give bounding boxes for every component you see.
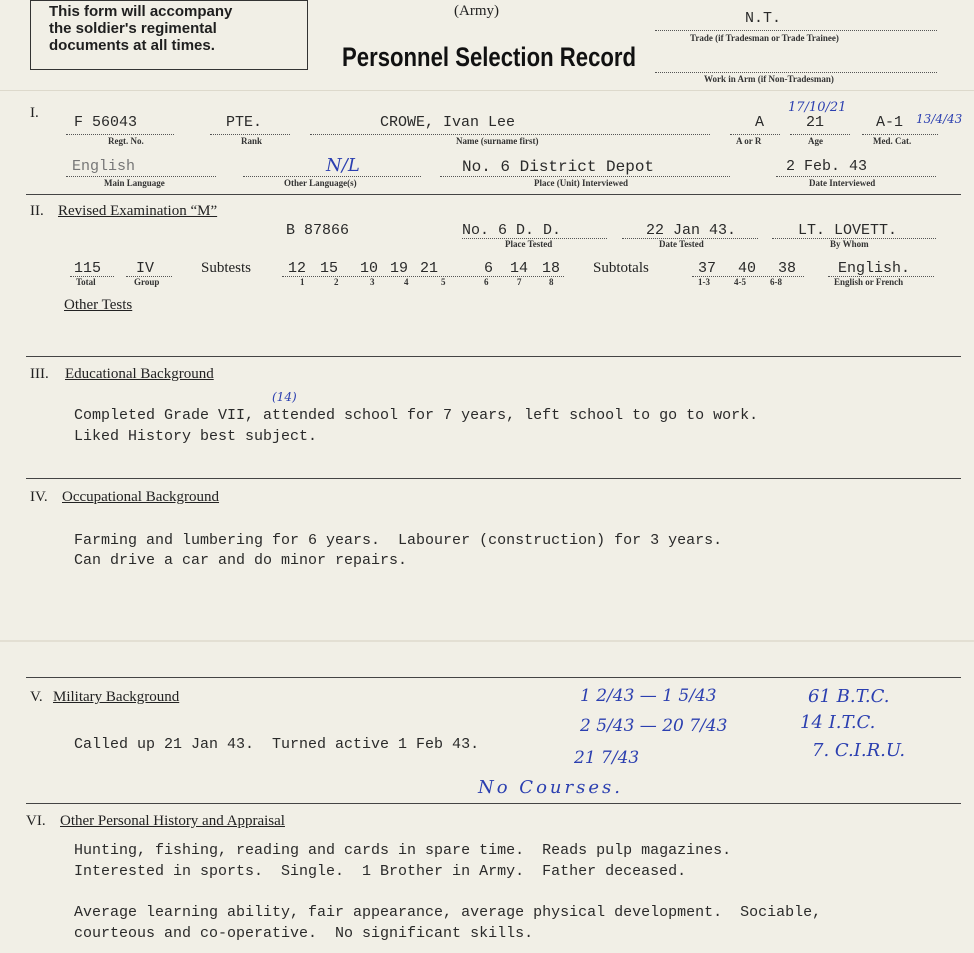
subtest-num-7: 7	[517, 277, 522, 287]
place-tested: No. 6 D. D.	[462, 222, 562, 239]
tested-by-label: By Whom	[830, 239, 869, 249]
section-2-numeral: II.	[30, 203, 44, 219]
occupation-line-1: Farming and lumbering for 6 years. Labourer (construction) for 3 years.	[74, 532, 723, 549]
subtest-6: 6	[484, 260, 494, 277]
subtotals-label: Subtotals	[593, 260, 649, 276]
subtest-num-2: 2	[334, 277, 339, 287]
soldier-name: CROWE, Ivan Lee	[380, 114, 516, 131]
subtest-5: 21	[420, 260, 439, 277]
subtest-4: 19	[390, 260, 409, 277]
a-or-r-label: A or R	[736, 136, 762, 146]
other-tests-label: Other Tests	[64, 297, 133, 313]
service-unit-3: 7. C.I.R.U.	[812, 740, 906, 761]
total-label: Total	[76, 277, 96, 287]
personal-line-2: Interested in sports. Single. 1 Brother in Army. Father deceased.	[74, 863, 687, 880]
service-unit-1: 61 B.T.C.	[808, 686, 890, 707]
section-1-numeral: I.	[30, 105, 39, 121]
other-language-label: Other Language(s)	[284, 178, 357, 188]
section-4-numeral: IV.	[30, 489, 48, 505]
subtotal-num-4-5: 4-5	[734, 277, 746, 287]
group-label: Group	[134, 277, 160, 287]
group-value: IV	[136, 260, 155, 277]
section-5-heading: Military Background	[53, 689, 180, 705]
subtest-num-1: 1	[300, 277, 305, 287]
trade-value: N.T.	[745, 10, 782, 27]
subtotal-num-1-3: 1-3	[698, 277, 710, 287]
notice-line-3: documents at all times.	[49, 37, 215, 54]
subtotal-1-3: 37	[698, 260, 717, 277]
age-label: Age	[808, 136, 823, 146]
section-6-heading: Other Personal History and Appraisal	[60, 813, 285, 829]
trade-label: Trade (if Tradesman or Trade Trainee)	[690, 33, 839, 43]
service-dates-1: 1 2/43 — 1 5/43	[580, 686, 717, 706]
subtest-2: 15	[320, 260, 339, 277]
regt-no-label: Regt. No.	[108, 136, 144, 146]
test-language-label: English or French	[834, 277, 904, 287]
rank: PTE.	[226, 114, 263, 131]
date-tested: 22 Jan 43.	[646, 222, 737, 239]
med-cat: A-1	[876, 114, 904, 131]
subtotal-num-6-8: 6-8	[770, 277, 782, 287]
section-5-numeral: V.	[30, 689, 43, 705]
section-6-numeral: VI.	[26, 813, 46, 829]
subtest-num-4: 4	[404, 277, 409, 287]
subtotal-4-5: 40	[738, 260, 757, 277]
subtest-num-6: 6	[484, 277, 489, 287]
education-line-2: Liked History best subject.	[74, 428, 318, 445]
subtest-num-5: 5	[441, 277, 446, 287]
place-interviewed-label: Place (Unit) Interviewed	[534, 178, 628, 188]
appraisal-line-1: Average learning ability, fair appearance, average physical development. Sociable,	[74, 904, 822, 921]
form-title: Personnel Selection Record	[342, 42, 637, 72]
other-language: N/L	[326, 155, 360, 176]
subtest-3: 10	[360, 260, 379, 277]
test-language: English.	[838, 260, 911, 277]
exam-form-no: B 87866	[286, 222, 350, 239]
service-dates-2: 2 5/43 — 20 7/43	[580, 716, 728, 736]
tested-by: LT. LOVETT.	[798, 222, 898, 239]
date-interviewed: 2 Feb. 43	[786, 158, 868, 175]
name-label: Name (surname first)	[456, 136, 539, 146]
rank-label: Rank	[241, 136, 263, 146]
date-tested-label: Date Tested	[659, 239, 704, 249]
personal-line-1: Hunting, fishing, reading and cards in spare time. Reads pulp magazines.	[74, 842, 732, 859]
a-or-r: A	[755, 114, 765, 131]
subtest-num-8: 8	[549, 277, 554, 287]
notice-line-1: This form will accompany	[49, 3, 233, 20]
main-language-label: Main Language	[104, 178, 165, 188]
subtest-1: 12	[288, 260, 307, 277]
subtest-num-3: 3	[370, 277, 375, 287]
total-score: 115	[74, 260, 102, 277]
military-line-1: Called up 21 Jan 43. Turned active 1 Feb 43.	[74, 736, 480, 753]
work-in-arm-label: Work in Arm (if Non-Tradesman)	[704, 74, 834, 84]
subtotal-6-8: 38	[778, 260, 797, 277]
notice-box	[30, 0, 308, 70]
section-3-numeral: III.	[30, 366, 49, 382]
courses-note: No Courses.	[478, 777, 623, 798]
education-line-1: Completed Grade VII, attended school for 7 years, left school to go to work.	[74, 407, 759, 424]
regt-no: F 56043	[74, 114, 138, 131]
birth-date-note: 17/10/21	[788, 100, 847, 115]
date-interviewed-label: Date Interviewed	[809, 178, 876, 188]
service-unit-2: 14 I.T.C.	[800, 712, 876, 733]
subtest-7: 14	[510, 260, 529, 277]
subtests-label: Subtests	[201, 260, 252, 276]
branch-label: (Army)	[454, 3, 499, 19]
section-3-heading: Educational Background	[65, 366, 214, 382]
section-2-heading: Revised Examination “M”	[58, 203, 218, 219]
med-cat-note: 13/4/43	[916, 112, 963, 126]
main-language: English	[72, 158, 136, 175]
med-cat-label: Med. Cat.	[873, 136, 912, 146]
appraisal-line-2: courteous and co-operative. No significant skills.	[74, 925, 534, 942]
notice-line-2: the soldier's regimental	[49, 20, 217, 37]
occupation-line-2: Can drive a car and do minor repairs.	[74, 552, 408, 569]
section-4-heading: Occupational Background	[62, 489, 220, 505]
service-dates-3: 21 7/43	[574, 748, 640, 768]
subtest-8: 18	[542, 260, 561, 277]
age: 21	[806, 114, 825, 131]
place-tested-label: Place Tested	[505, 239, 553, 249]
place-interviewed: No. 6 District Depot	[462, 158, 655, 176]
education-note: (14)	[272, 390, 297, 404]
